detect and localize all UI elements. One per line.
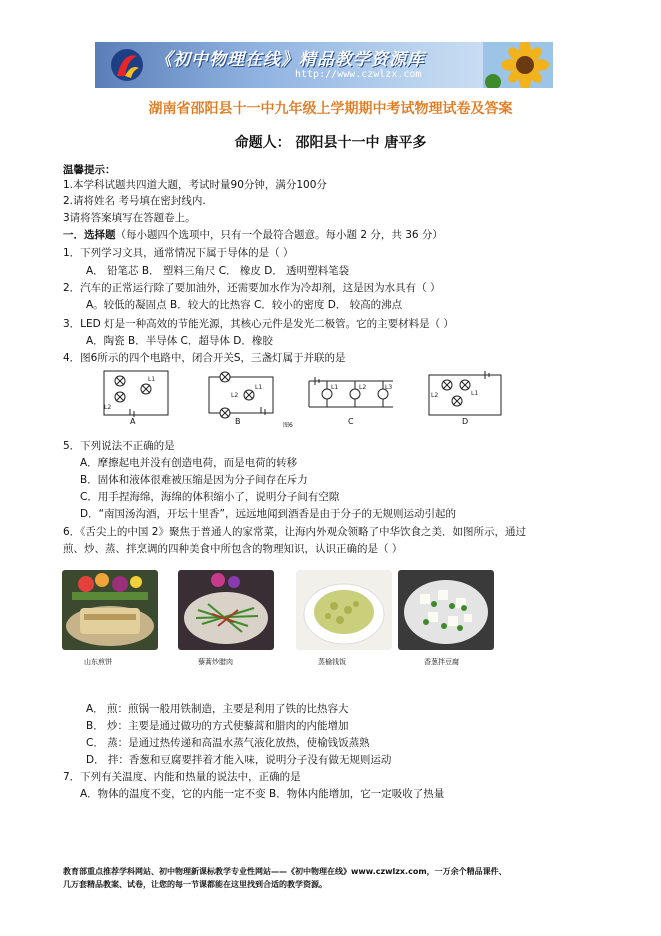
circuit-label: A [130,417,136,426]
circuit-label: D [462,417,469,426]
circuit-diagram-d [425,367,505,423]
question-option: B．固体和液体很难被压缩是因为分子间存在斥力 [80,474,308,486]
food-caption: 蒸榆钱饭 [318,658,346,666]
logo-icon [109,46,145,84]
page-footer [63,865,507,891]
lamp-label: L1 [148,376,156,383]
lamp-label: L1 [471,390,479,397]
footer-line: 几万套精品教案、试卷，让您的每一节课都能在这里找到合适的教学资源。 [63,880,327,889]
question-stem: 5．下列说法不正确的是 [63,440,175,452]
tip-line: 1.本学科试题共四道大题，考试时量90分钟，满分100分 [63,179,327,191]
doc-title: 湖南省邵阳县十一中九年级上学期期中考试物理试卷及答案 [148,101,513,117]
food-caption: 香葱拌豆腐 [424,658,459,666]
section-heading [63,228,443,242]
section-desc: （每小题四个选项中，只有一个最符合题意。每小题 2 分，共 36 分） [115,229,443,241]
lamp-label: L2 [104,404,112,411]
question-options: A． 铅笔芯 B． 塑料三角尺 C． 橡皮 D． 透明塑料笔袋 [86,265,350,277]
question-option: A．摩擦起电并没有创造电荷，而是电荷的转移 [80,457,298,469]
question-option: B． 炒：主要是通过做功的方式使藜蒿和腊肉的内能增加 [86,720,349,732]
author-line: 命题人： 邵阳县十一中 唐平多 [234,135,427,151]
question-option: A． 煎：煎锅一般用铁制造，主要是利用了铁的比热容大 [86,703,349,715]
tip-line: 3请将答案填写在答题卷上。 [63,212,196,224]
circuit-label: B [235,417,241,426]
question-stem: 4．图6所示的四个电路中，闭合开关S，三盏灯属于并联的是 [63,352,346,364]
question-stem: 1．下列学习文具，通常情况下属于导体的是（ ） [63,247,294,259]
header-banner [95,42,553,88]
question-option: D． 拌：香葱和豆腐要拌着才能入味，说明分子没有做无规则运动 [86,754,392,766]
question-options: A．物体的温度不变，它的内能一定不变 B．物体内能增加，它一定吸收了热量 [80,788,445,800]
section-label: 一．选择题 [63,229,116,241]
question-stem: 7．下列有关温度、内能和热量的说法中，正确的是 [63,771,301,783]
circuit-diagram-a [100,367,172,423]
question-option: C．用手捏海绵，海绵的体积缩小了，说明分子间有空隙 [80,491,340,503]
circuit-diagram-c [305,367,397,423]
food-photo-liaohao [178,570,274,650]
question-option: C． 蒸：是通过热传递和高温水蒸气液化放热，使榆钱饭蒸熟 [86,737,370,749]
sunflower-icon [483,42,553,88]
question-option: D．“南国汤沟酒，开坛十里香”，远远地闻到酒香是由于分子的无规则运动引起的 [80,508,456,520]
lamp-label: L2 [359,384,367,391]
banner-url[interactable]: http://www.czwlzx.com [295,69,422,80]
question-stem: 3．LED 灯是一种高效的节能光源，其核心元件是发光二极管。它的主要材料是（ ） [63,318,454,330]
lamp-label: L2 [231,392,239,399]
figure-mark: 图6 [283,422,293,429]
food-photo-jianbing [62,570,158,650]
food-caption: 藜蒿炒腊肉 [198,658,233,666]
question-options: A．陶瓷 B．半导体 C．超导体 D．橡胶 [86,335,273,347]
circuit-diagram-b [205,367,277,423]
question-options: A。较低的凝固点 B．较大的比热容 C．较小的密度 D． 较高的沸点 [86,299,403,311]
question-stem: 2．汽车的正常运行除了要加油外，还需要加水作为冷却剂，这是因为水具有（ ） [63,282,441,294]
food-photo-doufu [398,570,494,650]
banner-title: 《初中物理在线》精品教学资源库 [155,50,425,70]
tip-line: 2.请将姓名 考号填在密封线内. [63,195,206,207]
lamp-label: L2 [431,392,439,399]
footer-line: 教育部重点推荐学科网站、初中物理新课标教学专业性网站——《初中物理在线》www.czwlzx.com，一万余个精品课件、 [63,867,507,876]
food-caption: 山东煎饼 [84,658,112,666]
tips-heading: 温馨提示： [63,164,116,176]
lamp-label: L1 [255,384,263,391]
circuit-label: C [348,417,354,426]
question-stem-cont: 煎、炒、蒸、拌烹调的四种美食中所包含的物理知识，认识正确的是（ ） [63,543,403,555]
question-stem: 6．《舌尖上的中国 2》聚焦于普通人的家常菜，让海内外观众领略了中华饮食之美．如图所示，通过 [63,526,526,538]
lamp-label: L3 [385,384,393,391]
food-photo-yuqian [296,570,392,650]
lamp-label: L1 [331,384,339,391]
